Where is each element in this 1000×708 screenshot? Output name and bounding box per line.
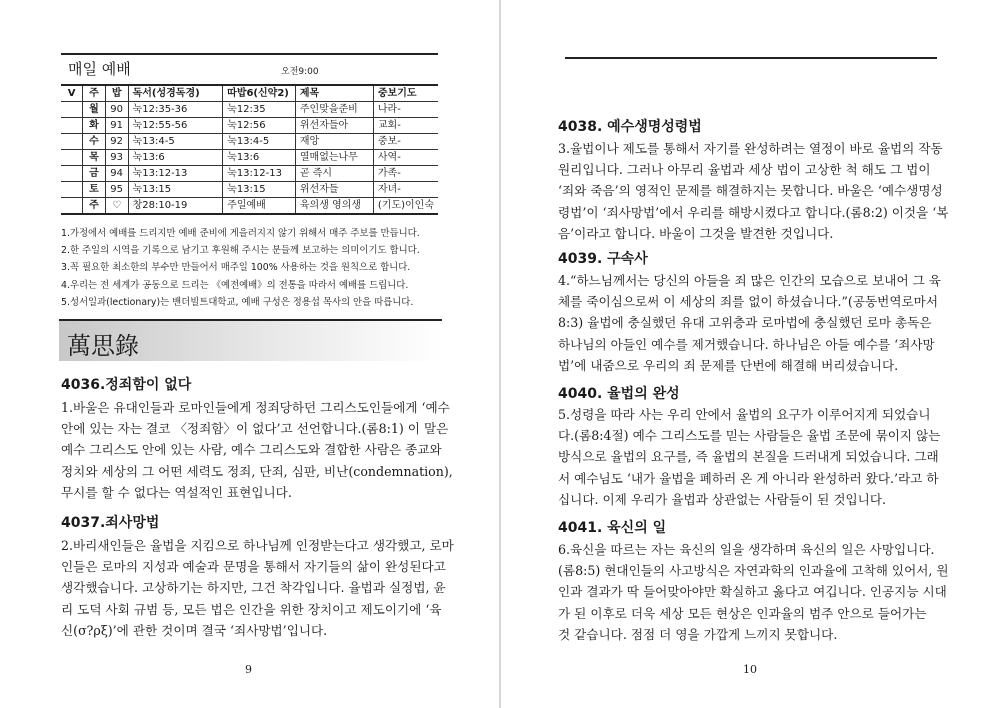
- table-cell: 자녀-: [373, 182, 438, 198]
- col-header: 밥: [105, 85, 128, 102]
- daily-worship-title: 매일 예배: [68, 60, 131, 78]
- entry-line: 인과 결과가 딱 들어맞아야만 확실하고 옳다고 여깁니다. 인공지능 시대: [558, 584, 947, 600]
- table-cell: 나라-: [373, 102, 438, 118]
- table-cell: 91: [105, 118, 128, 134]
- table-cell: 위선자들아: [295, 118, 373, 134]
- table-cell: 눅13:6: [128, 150, 223, 166]
- entry-body: [61, 397, 453, 503]
- table-cell: 눅12:35-36: [128, 102, 223, 118]
- table-cell: 눅13:15: [128, 182, 223, 198]
- entry-body: [558, 138, 948, 244]
- entry-line: 하나님의 아들인 예수를 제거했습니다. 하나님은 아들 예수를 ‘죄사망: [558, 336, 935, 352]
- day-cell: 월: [83, 102, 105, 118]
- entry-line: 인들은 로마의 지성과 예술과 문명을 통해서 자기들의 삶이 완성된다고: [61, 559, 446, 575]
- entry-title: 4039. 구속사: [558, 251, 648, 267]
- col-header: 독서(성경독경): [128, 85, 223, 102]
- col-header: 제목: [295, 85, 373, 102]
- table-cell: 눅13:4-5: [128, 134, 223, 150]
- table-cell: [61, 198, 83, 215]
- entry-line: 4.“하느님께서는 당신의 아들을 죄 많은 인간의 모습으로 보내어 그 육: [558, 273, 941, 288]
- entry-line: 음’이라고 합니다. 바울이 그것을 발견한 것입니다.: [558, 225, 834, 241]
- table-cell: 눅13:12-13: [128, 166, 223, 182]
- left-page: [0, 0, 499, 708]
- table-row: [61, 182, 438, 198]
- worship-time: 오전9:00: [281, 67, 319, 77]
- table-cell: 눅13:12-13: [223, 166, 296, 182]
- top-rule: [61, 53, 438, 55]
- table-cell: 가족-: [373, 166, 438, 182]
- table-cell: 사역-: [373, 150, 438, 166]
- day-cell: 수: [83, 134, 105, 150]
- table-cell: 눅12:55-56: [128, 118, 223, 134]
- entry-line: 무시를 할 수 없다는 역설적인 표현입니다.: [61, 484, 292, 500]
- note-line: 2.한 주일의 시역을 기록으로 남기고 후원해 주시는 분들께 보고하는 의미이기도 합니다.: [61, 245, 420, 257]
- entry-line: 령법’이 ‘죄사망법’에서 우리를 해방시켰다고 합니다.(롬8:2) 이것을 ‘복: [558, 204, 949, 220]
- day-cell: 목: [83, 150, 105, 166]
- day-cell: 토: [83, 182, 105, 198]
- table-row: [61, 166, 438, 182]
- entry-body: [558, 270, 941, 376]
- col-header: 따밥6(신약2): [223, 85, 296, 102]
- table-cell: 93: [105, 150, 128, 166]
- entry-line: 서 예수님도 ‘내가 율법을 폐하러 온 게 아니라 완성하러 왔다.’라고 하: [558, 470, 939, 486]
- table-cell: 눅12:56: [223, 118, 296, 134]
- entry-line: 십니다. 이제 우리가 율법과 상관없는 사람들이 된 것입니다.: [558, 491, 887, 507]
- entry-line: 방식으로 율법의 요구를, 즉 율법의 본질을 드러내게 되었습니다. 그래: [558, 449, 939, 465]
- entry-line: 리 도덕 사회 규범 등, 모든 법은 인간을 위한 장치이고 제도이기에 ‘육: [61, 601, 442, 617]
- note-line: 4.우리는 전 세계가 공동으로 드리는 《예전예배》의 전통을 따라서 예배를 드립니다.: [61, 279, 409, 291]
- entry-line: 5.성령을 따라 사는 우리 안에서 율법의 요구가 이루어지게 되었습니: [558, 407, 931, 422]
- table-cell: 위선자들: [295, 182, 373, 198]
- note-line: 3.꼭 필요한 최소한의 부수만 만들어서 매주일 100% 사용하는 것을 원칙으로 합니다.: [61, 262, 411, 274]
- table-row: [61, 134, 438, 150]
- table-cell: 곧 즉시: [295, 166, 373, 182]
- table-row: [61, 118, 438, 134]
- section-banner: [59, 319, 442, 361]
- table-cell: [61, 102, 83, 118]
- entry-line: 다.(롬8:4절) 예수 그리스도를 믿는 사람들은 율법 조문에 묶이지 않는: [558, 428, 941, 444]
- entry-line: 것 같습니다. 점점 더 영을 가깝게 느끼지 못합니다.: [558, 626, 838, 642]
- entry-line: 2.바리새인들은 율법을 지킴으로 하나님께 인정받는다고 생각했고, 로마: [61, 538, 454, 553]
- day-cell: 금: [83, 166, 105, 182]
- entry-line: 안에 있는 자는 결코 〈정죄함〉이 없다’고 선언합니다.(롬8:1) 이 말은: [61, 421, 449, 437]
- col-header: 중보기도: [373, 85, 438, 102]
- entry-title: 4037.죄사망법: [61, 515, 160, 531]
- page-number: 10: [743, 663, 757, 676]
- entry-body: [61, 535, 454, 641]
- table-cell: 90: [105, 102, 128, 118]
- day-cell: 화: [83, 118, 105, 134]
- table-cell: 창28:10-19: [128, 198, 223, 215]
- entry-line: 정치와 세상의 그 어떤 세력도 정죄, 단죄, 심판, 비난(condemnation),: [61, 463, 453, 479]
- entry-title: 4040. 율법의 완성: [558, 386, 680, 402]
- entry-body: [558, 404, 940, 510]
- table-cell: 92: [105, 134, 128, 150]
- entry-line: 1.바울은 유대인들과 로마인들에게 정죄당하던 그리스도인들에게 ‘예수: [61, 400, 450, 415]
- top-rule: [565, 57, 937, 59]
- entry-line: 신(σ?ρξ)’에 관한 것이며 결국 ‘죄사망법’입니다.: [61, 622, 328, 638]
- table-cell: 열매없는나무: [295, 150, 373, 166]
- entry-line: 법’에 내줌으로 우리의 죄 문제를 단번에 해결해 버리셨습니다.: [558, 357, 899, 373]
- entry-line: 생각했습니다. 고상하기는 하지만, 그건 착각입니다. 율법과 실정법, 윤: [61, 580, 446, 596]
- entry-line: 가 된 이후로 더욱 세상 모든 현상은 인과율의 범주 안으로 들어가는: [558, 605, 927, 621]
- entry-line: (롬8:5) 현대인들의 사고방식은 자연과학의 인과율에 고착해 있어서, 원: [558, 563, 949, 579]
- entry-line: 3.율법이나 제도를 통해서 자기를 완성하려는 열정이 바로 율법의 작동: [558, 141, 943, 156]
- table-cell: 중보-: [373, 134, 438, 150]
- note-line: 5.성서일과(lectionary)는 밴더빌트대학교, 예배 구성은 정용섭 목사의 안을 따릅니다.: [61, 296, 414, 308]
- table-cell: ♡: [105, 198, 128, 215]
- note-line: 1.가정에서 예배를 드리지만 예배 준비에 게을러지지 않기 위해서 매주 주보를 만듭니다.: [61, 228, 420, 239]
- entry-line: 예수 그리스도 안에 있는 사람, 예수 그리스도와 결합한 사람은 종교와: [61, 442, 442, 458]
- table-cell: 주일예배: [223, 198, 296, 215]
- page-number: 9: [245, 663, 252, 676]
- table-cell: [61, 166, 83, 182]
- right-page: [501, 0, 1000, 708]
- table-cell: [61, 118, 83, 134]
- col-header: 주: [83, 85, 105, 102]
- entry-line: ‘죄와 죽음’의 영적인 문제를 해결하지는 못합니다. 바울은 ‘예수생명성: [558, 183, 943, 199]
- table-row: [61, 150, 438, 166]
- entry-line: 6.육신을 따르는 자는 육신의 일을 생각하며 육신의 일은 사망입니다.: [558, 542, 935, 557]
- table-cell: 눅13:6: [223, 150, 296, 166]
- table-cell: 재앙: [295, 134, 373, 150]
- table-cell: 주인맞을준비: [295, 102, 373, 118]
- bulletin-notes: [61, 225, 441, 311]
- table-header-row: [61, 85, 438, 102]
- col-header: V: [61, 85, 83, 102]
- section-banner-title: 萬思錄: [67, 332, 139, 360]
- entry-line: 8:3) 율법에 충실했던 유대 고위층과 로마법에 충실했던 로마 총독은: [558, 315, 932, 331]
- entry-body: [558, 539, 949, 645]
- table-cell: 눅12:35: [223, 102, 296, 118]
- table-cell: [61, 182, 83, 198]
- table-row: [61, 102, 438, 118]
- table-cell: 94: [105, 166, 128, 182]
- entry-title: 4036.정죄함이 없다: [61, 377, 192, 393]
- entry-title: 4041. 육신의 일: [558, 520, 667, 536]
- table-cell: 95: [105, 182, 128, 198]
- entry-title: 4038. 예수생명성령법: [558, 119, 702, 135]
- table-cell: 교회-: [373, 118, 438, 134]
- table-cell: 육의생 영의생: [295, 198, 373, 215]
- table-cell: [61, 150, 83, 166]
- worship-schedule-table: [61, 84, 438, 215]
- table-row: [61, 198, 438, 215]
- table-cell: 눅13:15: [223, 182, 296, 198]
- day-cell: 주: [83, 198, 105, 215]
- entry-line: 원리입니다. 그러나 아무리 율법과 세상 법이 고상한 척 해도 그 법이: [558, 162, 931, 178]
- table-cell: [61, 134, 83, 150]
- table-cell: 눅13:4-5: [223, 134, 296, 150]
- table-cell: (기도)이인숙: [373, 198, 438, 215]
- entry-line: 체를 죽이심으로써 이 세상의 죄를 없이 하셨습니다.”(공동번역로마서: [558, 294, 939, 310]
